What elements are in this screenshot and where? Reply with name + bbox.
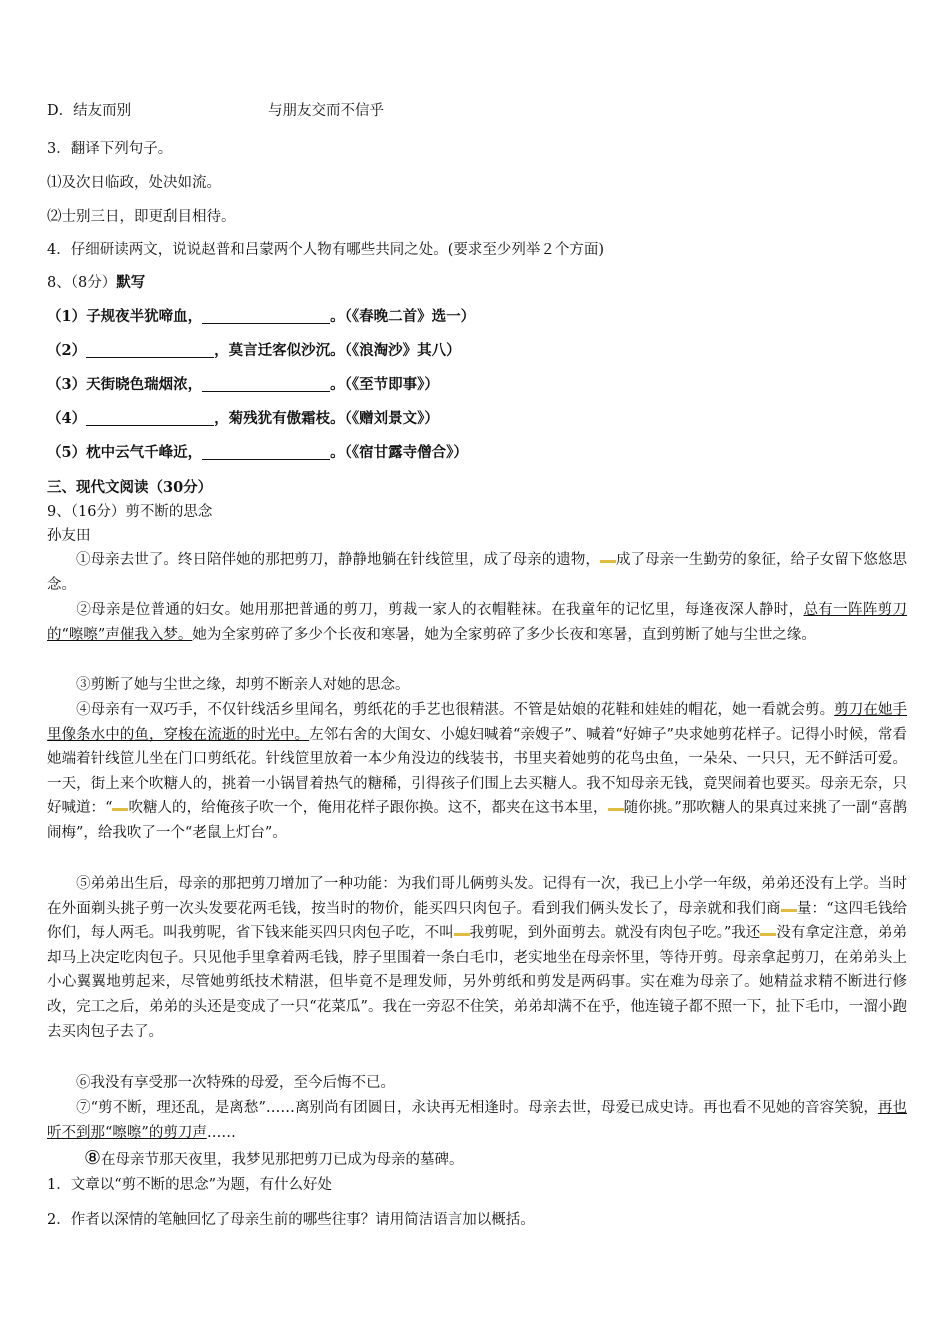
paragraph-text: …… [206, 1124, 236, 1141]
paragraph-text: 在母亲节那天夜里，我梦见那把剪刀已成为母亲的墓碑。 [101, 1152, 464, 1168]
paragraph-1 [47, 548, 907, 597]
underlined-sentence: 剪刀在她手里像条水中的鱼，穿梭在流逝的时光中。 [47, 702, 908, 743]
dictation-item-3 [47, 375, 439, 395]
highlight-blank [454, 924, 470, 936]
highlight-blank [112, 799, 128, 811]
answer-blank[interactable] [202, 309, 330, 325]
q8-title [47, 273, 145, 293]
paragraph-text: ③剪断了她与尘世之缘，却剪不断亲人对她的思念。 [76, 677, 410, 693]
dictation-item-1 [47, 307, 475, 327]
paragraph-text: ①母亲去世了。终日陪伴她的那把剪刀，静静地躺在针线笸里，成了母亲的遗物， [76, 552, 600, 568]
dictation-item-4 [47, 409, 439, 429]
dictation-pre: 天街晓色瑞烟浓， [86, 376, 203, 393]
dictation-post: 。（《春晚二首》选一） [330, 308, 476, 325]
paragraph-text: 我剪呢，到外面剪去。就没有肉包子吃。”我还 [469, 925, 761, 942]
paragraph-text: ②母亲是位普通的妇女。她用那把普通的剪刀，剪裁一家人的衣帽鞋袜。在我童年的记忆里，每逢夜深人静时， [76, 602, 804, 618]
sub-question-2: 2．作者以深情的笔触回忆了母亲生前的哪些往事？请用简洁语言加以概括。 [47, 1212, 535, 1228]
dictation-num: （1） [47, 308, 87, 325]
paragraph-number: ⑧ [84, 1147, 102, 1169]
paragraph-text: 成了母亲一生勤劳的象征，给子女留下悠悠思念。 [47, 552, 908, 593]
paragraph-4 [47, 698, 907, 846]
paragraph-text: ⑥我没有享受那一次特殊的母爱，至今后悔不已。 [76, 1075, 395, 1091]
option-d-meaning: 与朋友交而不信乎 [268, 103, 384, 119]
q3-sentence-1: ⑴及次日临政，处决如流。 [47, 175, 221, 191]
dictation-num: （5） [47, 444, 87, 461]
dictation-post: 。（《宿甘露寺僧合》） [330, 444, 468, 461]
highlight-blank [608, 799, 624, 811]
paragraph-text: 没有拿定注意，弟弟却马上决定吃肉包子。只见他手里拿着两毛钱，脖子里围着一条白毛巾，老实地坐在母亲怀里，等待开剪。母亲拿起剪刀，在弟弟头上小心翼翼地剪起来，尽管她剪纸技术精湛，但毕竟不是理发师，另外剪纸和剪发是两码事。实在难为母亲了。她精益求精不断进行修改，完工之后，弟弟的头还是变成了一只“花菜瓜”。我在一旁忍不住笑，弟弟却满不在乎，他连镜子都不照一下，扯下毛巾，一溜小跑去买肉包子去了。 [47, 925, 907, 1040]
paragraph-text: 量：“这四毛钱给你们，每人两毛。叫我剪呢，省下钱来能买四只肉包子吃，不叫 [47, 900, 907, 942]
q4-question: 4．仔细研读两文，说说赵普和吕蒙两个人物有哪些共同之处。(要求至少列举２个方面) [47, 242, 605, 258]
dictation-pre: 子规夜半犹啼血， [86, 308, 203, 325]
paragraph-text: 吹糖人的，给俺孩子吹一个，俺用花样子跟你换。这不，都夹在这书本里， [128, 800, 608, 817]
dictation-post: 。（《至节即事》） [330, 376, 439, 393]
paragraph-6 [47, 1071, 907, 1096]
section-heading: 三、现代文阅读（30分） [47, 479, 213, 496]
dictation-post: ，莫言迁客似沙沉。（《浪淘沙》其八） [214, 342, 461, 359]
underlined-sentence: 再也听不到那“嚓嚓”的剪刀声 [47, 1100, 907, 1141]
option-d-text: D．结友而别 [47, 103, 132, 119]
sub-question-1: 1．文章以“剪不断的思念”为题，有什么好处 [47, 1177, 333, 1193]
answer-blank[interactable] [86, 343, 214, 359]
highlight-blank [781, 900, 797, 912]
paragraph-text: 她为全家剪碎了多少个长夜和寒暑，她为全家剪碎了多少长夜和寒暑，直到剪断了她与尘世之缘。 [192, 626, 816, 643]
highlight-blank [600, 551, 616, 563]
paragraph-5 [47, 872, 907, 1044]
paragraph-text: 随你挑。”那吹糖人的果真过来挑了一副“喜鹊闹梅”，给我吹了一个“老鼠上灯台”。 [47, 800, 907, 841]
paragraph-text: ⑦“剪不断，理还乱，是离愁”……离别尚有团圆日，永诀再无相逢时。母亲去世，母爱已成史诗。再也看不见她的音容笑貌， [76, 1100, 878, 1116]
paragraph-text: 左邻右舍的大闺女、小媳妇喊着“亲嫂子”、喊着“好婶子”央求她剪花样子。记得小时候，常看她端着针线笸儿坐在门口剪纸花。针线笸里放着一本少角没边的线装书，书里夹着她剪的花鸟虫鱼，一朵朵、一只只，无不鲜活可爱。一天，街上来个吹糖人的，挑着一小锅冒着热气的糖稀，引得孩子们围上去买糖人。我不知母亲无钱，竟哭闹着也要买。母亲无奈，只好喊道：“ [47, 726, 907, 817]
answer-blank[interactable] [86, 411, 214, 427]
paragraph-text: ④母亲有一双巧手，不仅针线活乡里闻名，剪纸花的手艺也很精湛。不管是姑娘的花鞋和娃娃的帽花，她一看就会剪。 [76, 702, 835, 718]
option-d-line [47, 101, 384, 121]
paragraph-8 [47, 1146, 907, 1173]
dictation-item-2 [47, 341, 461, 361]
dictation-num: （4） [47, 410, 87, 427]
answer-blank[interactable] [202, 445, 330, 461]
paragraph-7 [47, 1096, 907, 1145]
dictation-post: ，菊残犹有傲霜枝。（《赠刘景文》） [214, 410, 439, 427]
answer-blank[interactable] [202, 377, 330, 393]
underlined-sentence: 总有一阵阵剪刀的“嚓嚓”声催我入梦。 [47, 602, 908, 643]
q8-title-prefix: 8、（8分） [47, 275, 117, 291]
article-author: 孙友田 [47, 528, 91, 544]
paragraph-3 [47, 673, 907, 698]
paragraph-2 [47, 598, 907, 647]
q3-sentence-2: ⑵士别三日，即更刮目相待。 [47, 209, 236, 225]
dictation-item-5 [47, 443, 468, 463]
dictation-num: （3） [47, 376, 87, 393]
dictation-pre: 枕中云气千峰近， [86, 444, 203, 461]
q8-title-bold: 默写 [116, 274, 146, 291]
dictation-num: （2） [47, 342, 87, 359]
q3-title: 3．翻译下列句子。 [47, 141, 173, 157]
q9-title: 9、（16分）剪不断的思念 [47, 504, 213, 520]
highlight-blank [760, 924, 776, 936]
paragraph-text: ⑤弟弟出生后，母亲的那把剪刀增加了一种功能：为我们哥儿俩剪头发。记得有一次，我已上小学一年级，弟弟还没有上学。当时在外面剃头挑子剪一次头发要花两毛钱，按当时的物价，能买四只肉包子。看到我们俩头发长了，母亲就和我们商 [47, 876, 907, 917]
